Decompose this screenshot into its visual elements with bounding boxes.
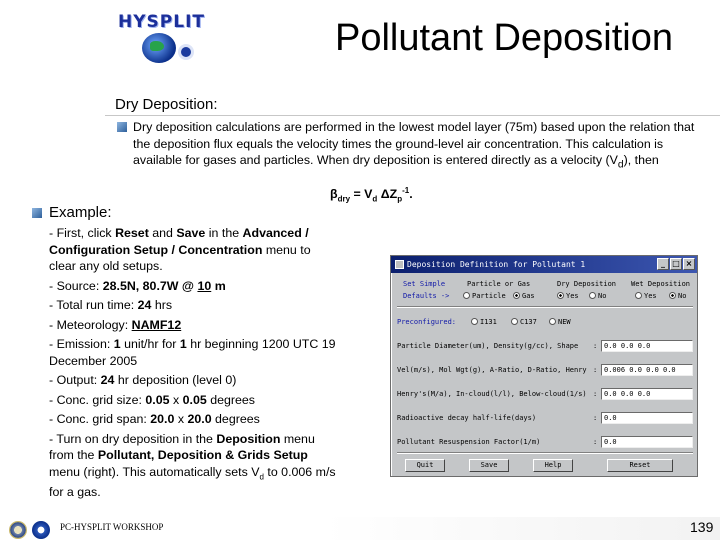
list-item: - Meteorology: NAMF12	[49, 317, 182, 332]
example-steps	[49, 224, 394, 503]
dialog-title: Deposition Definition for Pollutant 1	[407, 260, 586, 269]
gas-params-input[interactable]: 0.006 0.0 0.0 0.0	[601, 364, 693, 376]
gas-radio[interactable]: Gas	[513, 292, 535, 300]
list-item: - Total run time: 24 hrs	[49, 298, 173, 312]
list-item: Configuration Setup / Concentration menu to	[49, 242, 311, 257]
close-button[interactable]: ×	[683, 258, 695, 270]
dialog-titlebar[interactable]	[391, 256, 697, 273]
half-life-input[interactable]: 0.0	[601, 412, 693, 424]
quit-button[interactable]: Quit	[405, 459, 445, 472]
minimize-button[interactable]: _	[657, 258, 669, 270]
half-life-label: Radioactive decay half-life(days)	[397, 414, 537, 422]
dry-yes-radio[interactable]: Yes	[557, 292, 579, 300]
list-item: December 2005	[49, 353, 138, 368]
colon: :	[593, 342, 598, 350]
colon: :	[593, 366, 598, 374]
list-item: menu (right). This automatically sets $V_d$ to 0.006 m/s	[49, 464, 336, 481]
window-icon[interactable]	[395, 260, 404, 269]
resuspension-input[interactable]: 0.0	[601, 436, 693, 448]
maximize-button[interactable]: □	[670, 258, 682, 270]
preconfig-i131-radio[interactable]: I131	[471, 318, 497, 326]
doc-seal-icon	[9, 521, 27, 539]
dry-deposition-formula: $\beta_{dry} = V_d$ $\Delta Z_p^{-1}$.	[330, 186, 413, 204]
preconfig-new-radio[interactable]: NEW	[549, 318, 571, 326]
list-item: clear any old setups.	[49, 259, 163, 273]
reset-button[interactable]: Reset	[607, 459, 673, 472]
wet-deposition-header: Wet Deposition	[631, 280, 691, 288]
particle-params-label: Particle Diameter(um), Density(g/cc), Shape	[397, 342, 579, 350]
list-item: from the Pollutant, Deposition & Grids Setup	[49, 448, 308, 462]
colon: :	[593, 414, 598, 422]
preconfigured-label: Preconfigured:	[397, 318, 457, 326]
preconfig-c137-radio[interactable]: C137	[511, 318, 537, 326]
colon: :	[593, 390, 598, 398]
gas-params-label: Vel(m/s), Mol Wgt(g), A-Ratio, D-Ratio, Henry	[397, 366, 587, 374]
set-simple-label: Set Simple	[403, 280, 446, 288]
wet-params-input[interactable]: 0.0 0.0 0.0	[601, 388, 693, 400]
particle-radio[interactable]: Particle	[463, 292, 506, 300]
defaults-label: Defaults ->	[403, 292, 450, 300]
list-item: - Conc. grid size: 0.05 x 0.05 degrees	[49, 392, 255, 407]
list-item: - Source: 28.5N, 80.7W @ 10 m	[49, 278, 226, 293]
particle-params-input[interactable]: 0.0 0.0 0.0	[601, 340, 693, 352]
dry-deposition-description: Dry deposition calculations are performed in the lowest model layer (75m) based upon the relation that the deposition flux equals the velocity times the ground-level air concentration. This calculation is available for gases and particles. When dry deposition is entered directly as a velocity $(V_d)$, then	[133, 120, 695, 171]
separator	[397, 306, 693, 308]
bullet-icon	[32, 208, 42, 218]
resuspension-label: Pollutant Resuspension Factor(1/m)	[397, 438, 541, 446]
wet-no-radio[interactable]: No	[669, 292, 686, 300]
noaa-logo-icon	[32, 521, 50, 539]
list-item: for a gas.	[49, 485, 101, 500]
footer-workshop-label: PC-HYSPLIT WORKSHOP	[60, 522, 164, 532]
list-item: - Conc. grid span: 20.0 x 20.0 degrees	[49, 412, 260, 426]
save-button[interactable]: Save	[469, 459, 509, 472]
bullet-icon	[117, 122, 127, 132]
help-button[interactable]: Help	[533, 459, 573, 472]
dry-deposition-heading: Dry Deposition:	[115, 96, 218, 113]
separator	[397, 452, 693, 454]
colon: :	[593, 438, 598, 446]
slide-title: Pollutant Deposition	[335, 17, 673, 59]
logo-wordmark: HYSPLIT	[118, 12, 205, 32]
example-heading: Example:	[49, 204, 112, 221]
wet-yes-radio[interactable]: Yes	[635, 292, 657, 300]
dry-no-radio[interactable]: No	[589, 292, 606, 300]
page-number: 139	[690, 519, 714, 535]
list-item: - Output: 24 hr deposition (level 0)	[49, 373, 237, 387]
dry-deposition-header: Dry Deposition	[557, 280, 617, 288]
deposition-dialog	[390, 255, 698, 477]
wet-params-label: Henry's(M/a), In-cloud(l/l), Below-cloud(1/s)	[397, 390, 587, 398]
list-item: - Emission: 1 unit/hr for 1 hr beginning 1200 UTC 19	[49, 337, 336, 351]
list-item: - First, click Reset and Save in the Advanced /	[49, 226, 309, 240]
particle-gas-header: Particle or Gas	[467, 280, 531, 288]
list-item: - Turn on dry deposition in the Deposition menu	[49, 431, 315, 446]
